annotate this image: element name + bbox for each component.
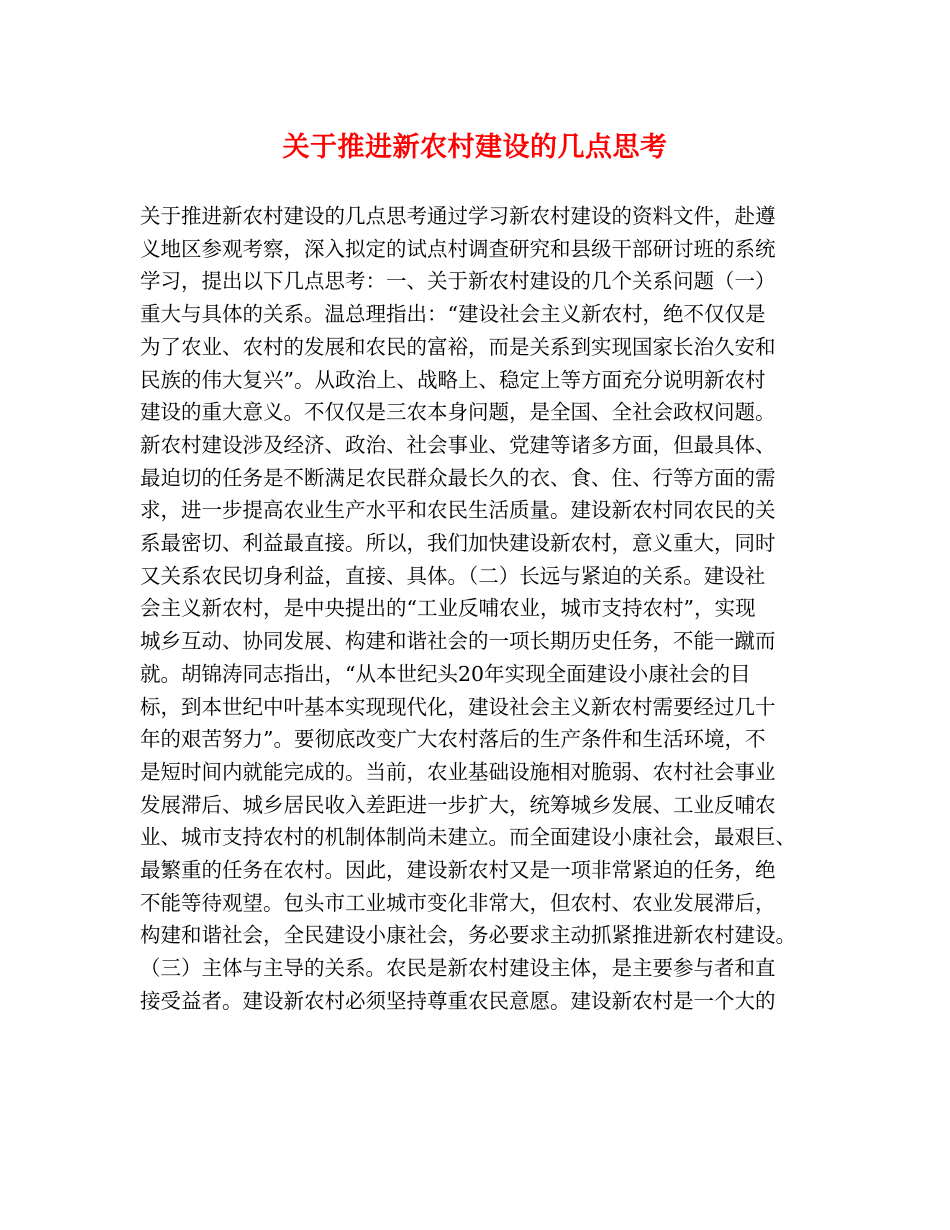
body-line: 构建和谐社会，全民建设小康社会，务必要求主动抓紧推进新农村建设。: [140, 923, 796, 948]
body-line: 年的艰苦努力”。要彻底改变广大农村落后的生产条件和生活环境，不: [140, 727, 766, 752]
body-line: 民族的伟大复兴”。从政治上、战略上、稳定上等方面充分说明新农村: [140, 367, 766, 392]
body-line: 又关系农民切身利益，直接、具体。（二）长远与紧迫的关系。建设社: [140, 563, 766, 588]
body-line: 接受益者。建设新农村必须坚持尊重农民意愿。建设新农村是一个大的: [140, 988, 776, 1013]
body-line: （三）主体与主导的关系。农民是新农村建设主体，是主要参与者和直: [140, 956, 776, 981]
body-line: 标，到本世纪中叶基本实现现代化，建设社会主义新农村需要经过几十: [140, 694, 776, 719]
body-line: 义地区参观考察，深入拟定的试点村调查研究和县级干部研讨班的系统: [140, 236, 776, 261]
body-line: 不能等待观望。包头市工业城市变化非常大，但农村、农业发展滞后，: [140, 890, 776, 915]
body-line: 最迫切的任务是不断满足农民群众最长久的衣、食、住、行等方面的需: [140, 465, 776, 490]
body-line: 为了农业、农村的发展和农民的富裕，而是关系到实现国家长治久安和: [140, 334, 776, 359]
body-line: 最繁重的任务在农村。因此，建设新农村又是一项非常紧迫的任务，绝: [140, 858, 776, 883]
body-line: 业、城市支持农村的机制体制尚未建立。而全面建设小康社会，最艰巨、: [140, 825, 796, 850]
body-line: 发展滞后、城乡居民收入差距进一步扩大，统筹城乡发展、工业反哺农: [140, 792, 776, 817]
body-line: 会主义新农村，是中央提出的“工业反哺农业，城市支持农村”，实现: [140, 596, 756, 621]
body-line: 求，进一步提高农业生产水平和农民生活质量。建设新农村同农民的关: [140, 498, 776, 523]
body-line: 系最密切、利益最直接。所以，我们加快建设新农村，意义重大，同时: [140, 531, 776, 556]
document-body: [140, 200, 830, 1018]
body-line: 学习，提出以下几点思考：一、关于新农村建设的几个关系问题（一）: [140, 269, 776, 294]
body-line: 关于推进新农村建设的几点思考通过学习新农村建设的资料文件，赴遵: [140, 204, 776, 228]
body-line: 重大与具体的关系。温总理指出：“建设社会主义新农村，绝不仅仅是: [140, 302, 766, 327]
body-line: 是短时间内就能完成的。当前，农业基础设施相对脆弱、农村社会事业: [140, 759, 776, 784]
body-line: 就。胡锦涛同志指出，“从本世纪头20年实现全面建设小康社会的目: [140, 661, 751, 686]
body-line: 建设的重大意义。不仅仅是三农本身问题，是全国、全社会政权问题。: [140, 400, 776, 425]
document-title: 关于推进新农村建设的几点思考: [282, 132, 668, 163]
body-line: 城乡互动、协同发展、构建和谐社会的一项长期历史任务，不能一蹴而: [140, 629, 776, 654]
body-line: 新农村建设涉及经济、政治、社会事业、党建等诸多方面，但最具体、: [140, 432, 776, 457]
